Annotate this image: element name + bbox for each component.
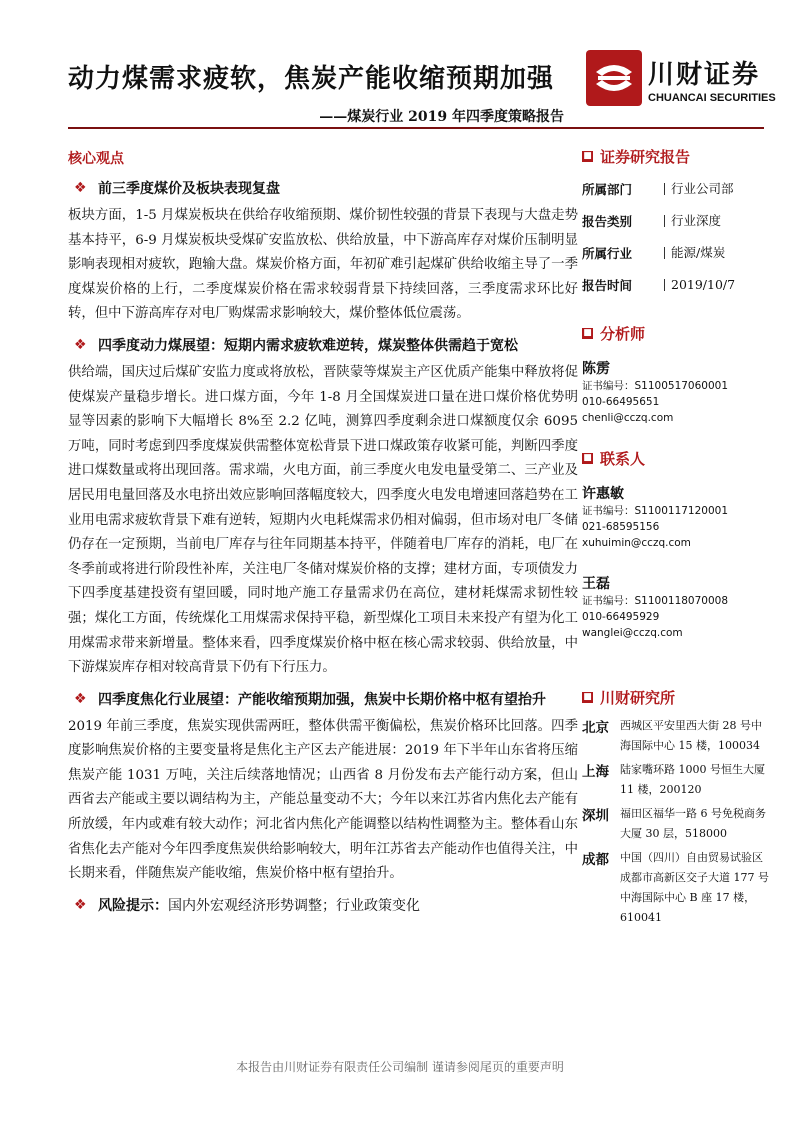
section-heading-text: 四季度动力煤展望：短期内需求疲软难逆转，煤炭整体供需趋于宽松 bbox=[98, 337, 518, 354]
info-row bbox=[582, 205, 772, 237]
report-info-header-text: 证券研究报告 bbox=[600, 148, 691, 166]
info-key: 报告类别 bbox=[582, 214, 633, 229]
office-address: 陆家嘴环路 1000 号恒生大厦 11 楼，200120 bbox=[620, 763, 765, 796]
section-paragraph: 供给端，国庆过后煤矿安监力度或将放松，晋陕蒙等煤炭主产区优质产能集中释放将促使煤炭产量稳步增长。进口煤方面，今年 1-8 月全国煤炭进口量在进口煤价格优势明显等因素的影响下大幅增长 8%至 2.2 亿吨，测算四季度剩余进口煤额度仅余 6095 万吨，同时考虑到四季度煤炭供需整体宽松背景下进口煤政策存收紧可能，判断四季度进口煤数量或将出现回落。需求端，火电方面，前三季度火电发电量受第二、三产业及居民用电量回落及水电挤出效应影响回落幅度较大，四季度火电发电增速回落趋势在工业用电需求疲软背景下难有逆转，短期内火电耗煤需求仍相对偏弱，但市场对电厂冬储仍存在一定预期，当前电厂库存与往年同期基本持平，伴随着电厂库存的消耗，电厂在冬季前或将进行阶段性补库，关注电厂冬储对煤炭价格的支撑；建材方面，专项债发力下四季度基建投资有望回暖，同时地产施工存量需求仍在高位，建材耗煤需求韧性较强；煤化工方面，传统煤化工用煤需求保持平稳，新型煤化工项目未来投产有望为化工用煤需求带来新增量。整体来看，四季度煤炭价格中枢在核心需求较弱、供给放量，中下游煤炭库存相对较高背景下仍有下行压力。 bbox=[68, 364, 578, 676]
analyst-name: 陈雳 bbox=[582, 361, 610, 377]
contact-email[interactable]: wanglei@cczq.com bbox=[582, 627, 683, 639]
office-address: 中国（四川）自由贸易试验区成都市高新区交子大道 177 号中海国际中心 B 座 17 楼，610041 bbox=[620, 851, 769, 924]
diamond-bullet-icon: ❖ bbox=[74, 896, 87, 913]
logo-name: 川财证券 bbox=[648, 60, 761, 90]
risk-text: 国内外宏观经济形势调整；行业政策变化 bbox=[168, 897, 420, 914]
contact-name: 许惠敏 bbox=[582, 486, 624, 502]
section-3 bbox=[68, 689, 578, 887]
report-info-header bbox=[582, 146, 772, 167]
info-row bbox=[582, 269, 772, 301]
section-2 bbox=[68, 335, 578, 681]
research-header-text: 川财研究所 bbox=[600, 689, 676, 707]
section-heading bbox=[68, 689, 578, 709]
research-header bbox=[582, 687, 772, 708]
contact-card bbox=[582, 483, 772, 551]
contact-header-text: 联系人 bbox=[600, 450, 646, 468]
core-view-label: 核心观点 bbox=[68, 151, 124, 167]
section-1 bbox=[68, 178, 578, 327]
info-row bbox=[582, 173, 772, 205]
analyst-header-text: 分析师 bbox=[600, 325, 646, 343]
main-content bbox=[68, 170, 578, 921]
info-value: 2019/10/7 bbox=[664, 279, 735, 291]
office-city: 北京 bbox=[582, 720, 609, 736]
office-item bbox=[582, 760, 772, 800]
square-bullet-icon: ■ bbox=[583, 151, 592, 161]
analyst-email[interactable]: chenli@cczq.com bbox=[582, 412, 674, 424]
analyst-header bbox=[582, 323, 772, 344]
info-value: 行业公司部 bbox=[664, 183, 734, 195]
info-key: 所属部门 bbox=[582, 182, 633, 197]
square-bullet-icon: ■ bbox=[583, 453, 592, 463]
section-heading-text: 前三季度煤价及板块表现复盘 bbox=[98, 181, 280, 197]
info-row bbox=[582, 237, 772, 269]
diamond-bullet-icon: ❖ bbox=[74, 336, 87, 353]
analyst-cert: 证书编号：S1100517060001 bbox=[582, 380, 729, 392]
sidebar bbox=[582, 146, 772, 932]
info-key: 所属行业 bbox=[582, 246, 633, 261]
office-city: 深圳 bbox=[582, 808, 609, 824]
report-subtitle: ——煤炭行业 2019 年四季度策略报告 bbox=[319, 109, 564, 125]
report-title: 动力煤需求疲软，焦炭产能收缩预期加强 bbox=[68, 64, 555, 94]
office-item bbox=[582, 848, 772, 928]
section-paragraph: 2019 年前三季度，焦炭实现供需两旺，整体供需平衡偏松，焦炭价格环比回落。四季度影响焦炭价格的主要变量将是焦化主产区去产能进展：2019 年下半年山东省将压缩焦炭产能 1031 万吨，关注后续落地情况；山西省 8 月份发布去产能行动方案，但山西省去产能或主要以调结构为主，产能总量变动不大；今年以来江苏省内焦化去产能有所放缓，年内或难有较大动作；河北省内焦化产能调整以结构性调整为主。整体看山东省焦化去产能对今年四季度焦炭供给影响较大，明年江苏省去产能动作也值得关注，中长期来看，伴随焦炭产能收缩，焦炭价格中枢有望抬升。 bbox=[68, 718, 578, 882]
office-item bbox=[582, 804, 772, 844]
analyst-phone: 010-66495651 bbox=[582, 396, 660, 408]
contact-cert: 证书编号：S1100118070008 bbox=[582, 595, 729, 607]
diamond-bullet-icon: ❖ bbox=[74, 690, 87, 707]
diamond-bullet-icon: ❖ bbox=[74, 180, 87, 196]
office-address: 福田区福华一路 6 号免税商务大厦 30 层，518000 bbox=[620, 807, 766, 840]
info-value: 行业深度 bbox=[664, 215, 721, 227]
contact-phone: 021-68595156 bbox=[582, 521, 660, 533]
section-heading-text: 四季度焦化行业展望：产能收缩预期加强，焦炭中长期价格中枢有望抬升 bbox=[98, 691, 546, 708]
info-key: 报告时间 bbox=[582, 278, 633, 293]
analyst-card bbox=[582, 358, 772, 426]
office-list bbox=[582, 716, 772, 928]
section-heading bbox=[68, 178, 578, 198]
risk-warning bbox=[68, 895, 578, 915]
logo-english-name: CHUANCAI SECURITIES bbox=[648, 92, 776, 104]
office-city: 成都 bbox=[582, 852, 609, 868]
contact-cert: 证书编号：S1100117120001 bbox=[582, 505, 729, 517]
contact-phone: 010-66495929 bbox=[582, 611, 660, 623]
risk-label: 风险提示： bbox=[98, 897, 168, 914]
office-city: 上海 bbox=[582, 764, 609, 780]
contact-header bbox=[582, 448, 772, 469]
page-footer: 本报告由川财证券有限责任公司编制 谨请参阅尾页的重要声明 bbox=[236, 1060, 564, 1074]
square-bullet-icon: ■ bbox=[583, 692, 592, 702]
contact-email[interactable]: xuhuimin@cczq.com bbox=[582, 537, 691, 549]
office-item bbox=[582, 716, 772, 756]
contact-card bbox=[582, 573, 772, 641]
header-divider bbox=[68, 127, 764, 129]
section-heading bbox=[68, 335, 578, 355]
section-paragraph: 板块方面，1-5 月煤炭板块在供给存收缩预期、煤价韧性较强的背景下表现与大盘走势基本持平，6-9 月煤炭板块受煤矿安监放松、供给放量，中下游高库存对煤价压制明显影响表现相对疲软，跑输大盘。煤炭价格方面，年初矿难引起煤矿供给收缩主导了一季度煤炭价格的上行，二季度煤炭价格在需求较弱背景下持续回落，三季度需求环比好转，但中下游高库存对电厂购煤需求影响较大，煤价整体低位震荡。 bbox=[68, 208, 578, 322]
contact-name: 王磊 bbox=[582, 576, 610, 592]
square-bullet-icon: ■ bbox=[583, 328, 592, 338]
report-info-table bbox=[582, 173, 772, 301]
info-value: 能源/煤炭 bbox=[664, 247, 725, 259]
office-address: 西城区平安里西大街 28 号中海国际中心 15 楼，100034 bbox=[620, 719, 762, 752]
chuancai-logo-icon bbox=[586, 50, 642, 106]
